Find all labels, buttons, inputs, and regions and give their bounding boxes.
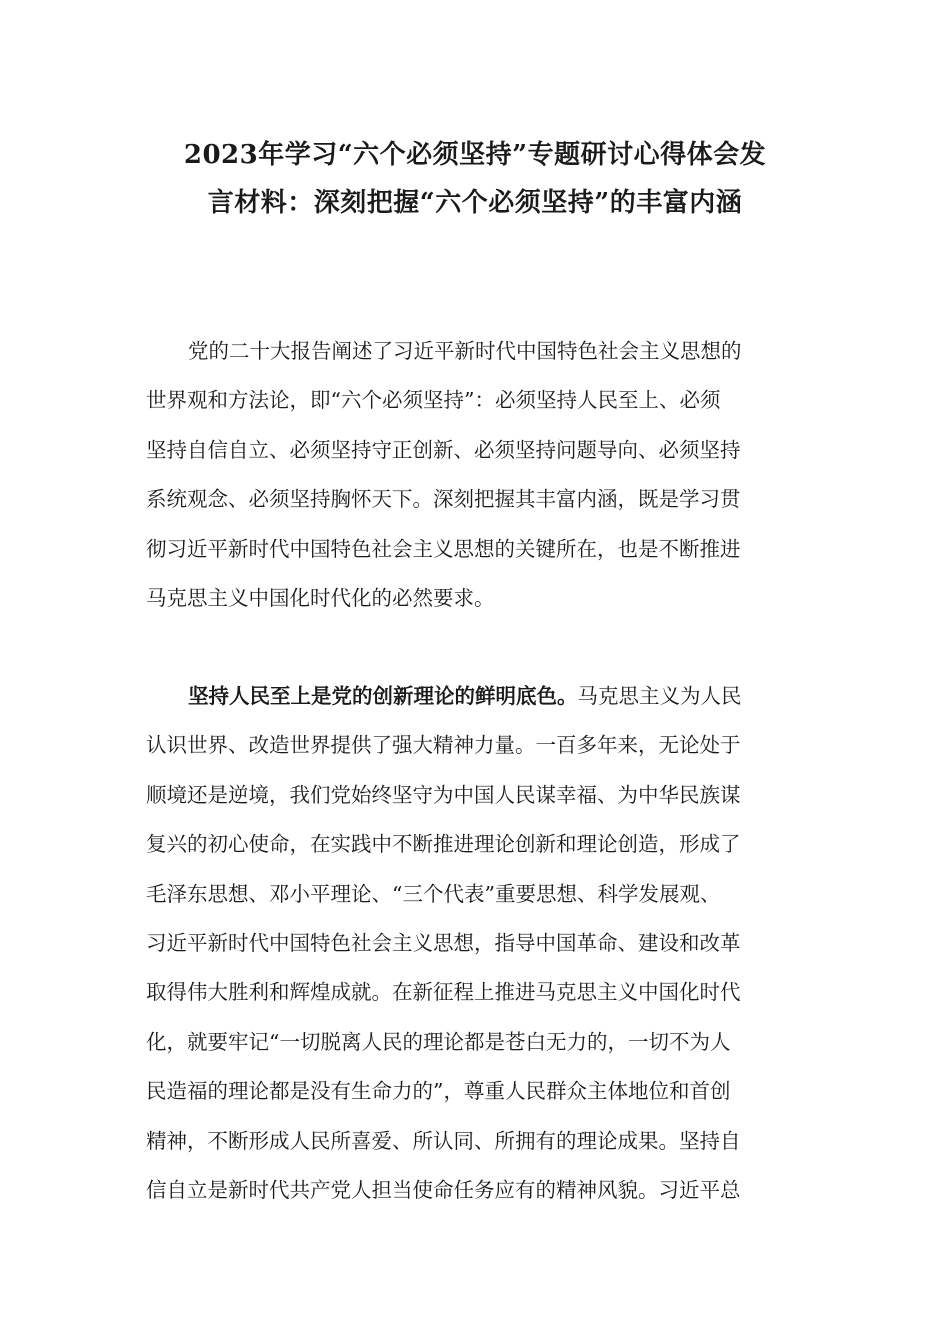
paragraph-line: 彻习近平新时代中国特色社会主义思想的关键所在，也是不断推进 [146, 536, 741, 561]
paragraph-line: 精神，不断形成人民所喜爱、所认同、所拥有的理论成果。坚持自 [146, 1128, 741, 1153]
paragraph-line: 世界观和方法论，即“六个必须坚持”：必须坚持人民至上、必须 [146, 388, 721, 413]
title-line: 言材料：深刻把握“六个必须坚持”的丰富内涵 [207, 188, 743, 218]
paragraph-line: 化，就要牢记“一切脱离人民的理论都是苍白无力的，一切不为人 [146, 1029, 731, 1054]
document-title [140, 131, 810, 227]
paragraph-line-rest: 马克思主义为人民 [577, 684, 742, 708]
paragraph-line: 取得伟大胜利和辉煌成就。在新征程上推进马克思主义中国化时代 [146, 980, 741, 1005]
paragraph-line: 复兴的初心使命，在实践中不断推进理论创新和理论创造，形成了 [146, 832, 741, 857]
paragraph-line: 习近平新时代中国特色社会主义思想，指导中国革命、建设和改革 [146, 930, 741, 955]
paragraph-line [146, 672, 806, 721]
paragraph-line: 认识世界、改造世界提供了强大精神力量。一百多年来，无论处于 [146, 733, 741, 758]
paragraph-line: 顺境还是逆境，我们党始终坚守为中国人民谋幸福、为中华民族谋 [146, 782, 741, 807]
paragraph-line: 坚持自信自立、必须坚持守正创新、必须坚持问题导向、必须坚持 [146, 437, 741, 462]
paragraph-people-first [146, 672, 806, 1215]
paragraph-line: 毛泽东思想、邓小平理论、“三个代表”重要思想、科学发展观、 [146, 881, 721, 906]
paragraph-line: 党的二十大报告阐述了习近平新时代中国特色社会主义思想的 [188, 339, 742, 363]
paragraph-line: 民造福的理论都是没有生命力的”，尊重人民群众主体地位和首创 [146, 1079, 731, 1104]
paragraph-lead-heading: 坚持人民至上是党的创新理论的鲜明底色。 [188, 684, 578, 708]
paragraph-line: 信自立是新时代共产党人担当使命任务应有的精神风貌。习近平总 [146, 1177, 741, 1202]
paragraph-line: 马克思主义中国化时代化的必然要求。 [146, 585, 495, 610]
paragraph-line: 系统观念、必须坚持胸怀天下。深刻把握其丰富内涵，既是学习贯 [146, 487, 741, 512]
paragraph-intro [146, 327, 806, 623]
title-line: 2023年学习“六个必须坚持”专题研讨心得体会发 [183, 140, 767, 170]
